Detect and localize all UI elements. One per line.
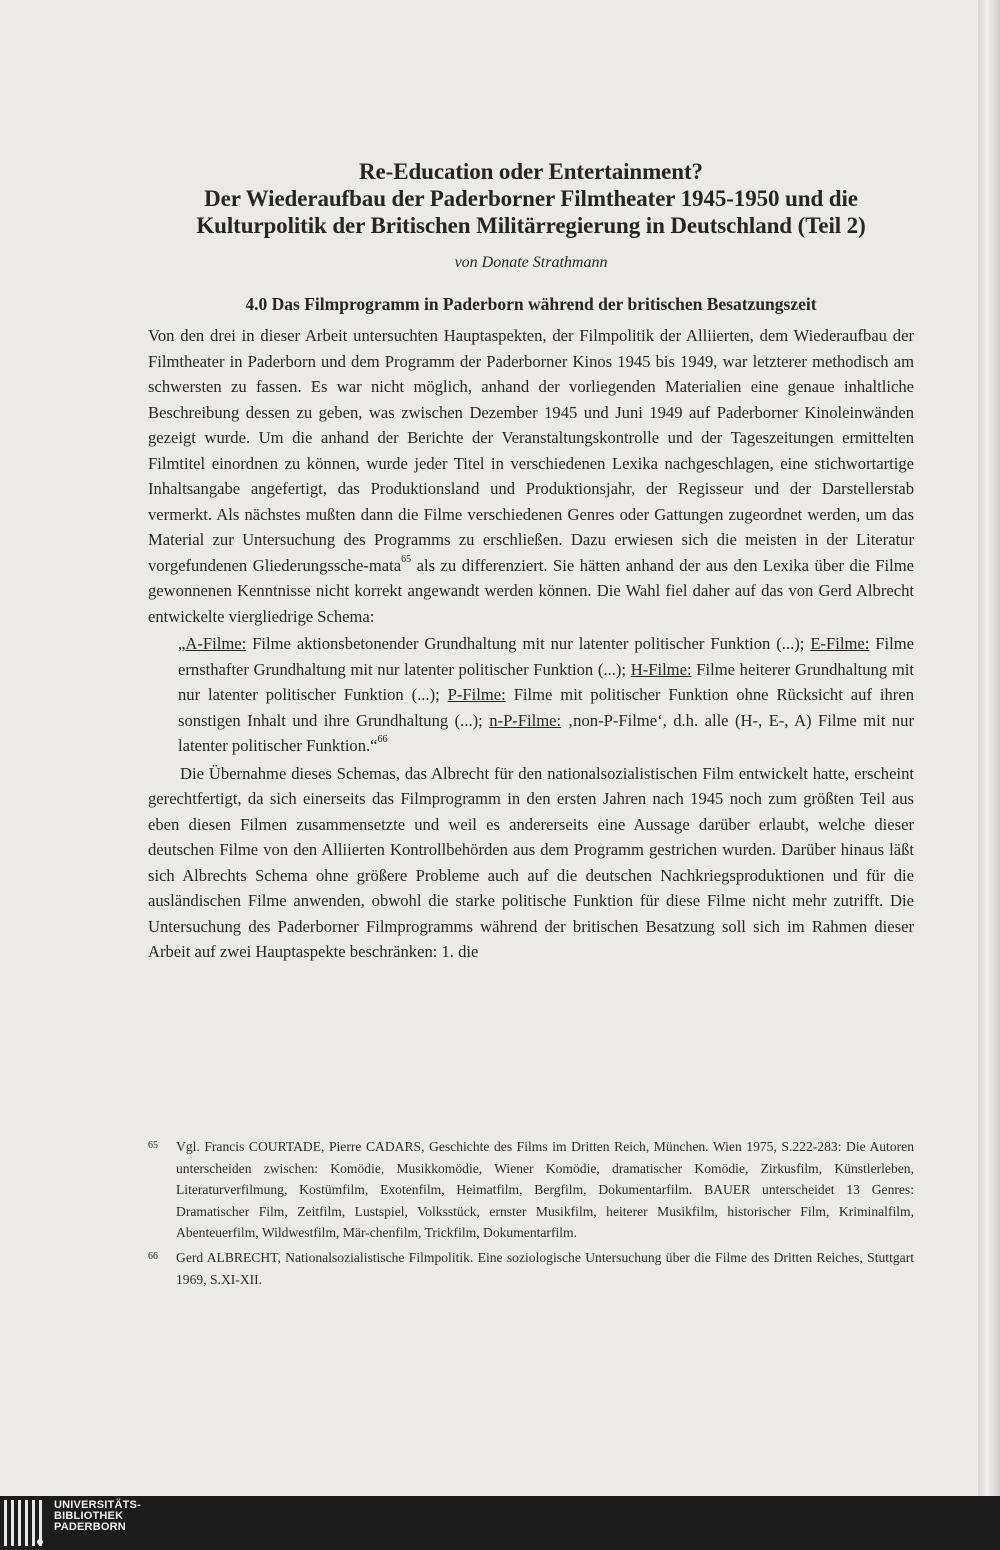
library-logo-icon: [4, 1500, 42, 1546]
footnote-ref-66: 66: [377, 734, 388, 745]
quote-open: „: [178, 634, 186, 653]
quote-a-label: A-Filme:: [185, 634, 247, 653]
paragraph-1-text-b: als zu differenziert. Sie hätten anhand der aus den Lexika über die Filme gewonnenen Kenntnisse nicht korrekt angewandt werden können. Die Wahl fiel daher auf das von Gerd Albrecht entwickelte viergliedrige Schema:: [148, 555, 915, 626]
paragraph-1-text-a: Von den drei in dieser Arbeit untersuchten Hauptaspekten, der Filmpolitik der Alliierten, dem Wiederaufbau der Filmtheater in Paderborn und dem Programm der Paderborner Kinos 1945 bis 1949, war letzterer methodisch am schwersten zu fassen. Es war nicht möglich, anhand der vorliegenden Materialien eine genaue inhaltliche Beschreibung dessen zu geben, was zwischen Dezember 1945 und Juni 1949 auf Paderborner Kinoleinwänden gezeigt wurde. Um die anhand der Berichte der Veranstaltungskontrolle und der Tageszeitungen ermittelten Filmtitel einordnen zu können, wurde jeder Titel in verschiedenen Lexika nachgeschlagen, eine stichwortartige Inhaltsangabe angefertigt, das Produktionsland und Produktionsjahr, der Regisseur und der Darstellerstab vermerkt. Als nächstes mußten dann die Filme verschiedenen Genres oder Gattungen zugeordnet werden, um das Material zur Untersuchung des Programms zu erschließen. Dazu erwiesen sich die meisten in der Literatur vorgefundenen Gliederungssche-mata: [148, 326, 914, 575]
footnote-text: Vgl. Francis COURTADE, Pierre CADARS, Geschichte des Films im Dritten Reich, München. Wien 1975, S.222-283: Die Autoren unterscheiden zwischen: Komödie, Musikkomödie, Wiener Komödie, dramatischer Komödie, Zirkusfilm, Künstlerleben, Literaturverfilmung, Kostümfilm, Exotenfilm, Heimatfilm, Bergfilm, Dokumentarfilm. BAUER unterscheidet 13 Genres: Dramatischer Film, Zeitfilm, Lustspiel, Volksstück, ernster Musikfilm, heiterer Musikfilm, historischer Film, Kriminalfilm, Abenteuerfilm, Wildwestfilm, Mär-chenfilm, Trickfilm, Dokumentarfilm.: [176, 1139, 914, 1241]
quote-h-label: H-Filme:: [630, 659, 692, 679]
footnote-ref-65: 65: [401, 553, 412, 565]
paragraph-2: Die Übernahme dieses Schemas, das Albrecht für den nationalsozialistischen Film entwickelt hatte, erscheint gerechtfertigt, da sich einerseits das Filmprogramm in den ersten Jahren nach 1945 noch zum größten Teil aus eben diesen Filmen zusammensetzte und weil es andererseits eine Aussage darüber erlaubt, welche dieser deutschen Filme von den Alliierten Kontrollbehörden aus dem Programm gestrichen wurden. Darüber hinaus läßt sich Albrechts Schema ohne größere Probleme auch auf die deutschen Nachkriegsproduktionen und für die ausländischen Filme anwenden, obwohl die starke politische Funktion für diese Filme nicht mehr zutrifft. Die Untersuchung des Paderborner Filmprogramms während der britischen Besatzung soll sich im Rahmen dieser Arbeit auf zwei Hauptaspekte beschränken: 1. die: [148, 763, 914, 961]
footnote-number: 65: [148, 1140, 158, 1151]
footnote-text: Gerd ALBRECHT, Nationalsozialistische Filmpolitik. Eine soziologische Untersuchung über die Filme des Dritten Reiches, Stuttgart 1969, S.XI-XII.: [176, 1249, 914, 1287]
footnotes: [148, 1136, 914, 1293]
logo-dot-icon: [37, 1539, 43, 1545]
footnote-number: 66: [148, 1250, 158, 1262]
paragraph-1: [148, 323, 914, 629]
block-quote: [178, 631, 914, 759]
quote-h-text: Filme heiterer Grundhaltung mit nur latenter politischer Funktion (...);: [178, 659, 915, 704]
quote-p-label: P-Filme:: [447, 685, 506, 704]
quote-e-text: Filme ernsthafter Grundhaltung mit nur latenter politischer Funktion (...);: [178, 634, 914, 679]
quote-np-label: n-P-Filme:: [489, 710, 562, 730]
quote-a-text: Filme aktionsbetonender Grundhaltung mit nur latenter politischer Funktion (...);: [246, 634, 811, 653]
body-text: [148, 323, 914, 965]
library-footer: [0, 1496, 1000, 1550]
logo-line-3: PADERBORN: [54, 1521, 126, 1533]
quote-p-text: Filme mit politischer Funktion ohne Rücksicht auf ihren sonstigen Inhalt und ihre Grundhaltung (...);: [178, 685, 914, 730]
library-logo-text: [54, 1500, 141, 1533]
quote-e-label: E-Filme:: [810, 634, 870, 653]
logo-line-2: BIBLIOTHEK: [54, 1510, 124, 1522]
author-byline: von Donate Strathmann: [454, 254, 608, 271]
article-title: [148, 158, 914, 239]
section-heading: 4.0 Das Filmprogramm in Paderborn während der britischen Besatzungszeit: [245, 294, 817, 314]
title-line-3: Kulturpolitik der Britischen Militärregierung in Deutschland (Teil 2): [196, 213, 866, 238]
title-line-2: Der Wiederaufbau der Paderborner Filmtheater 1945-1950 und die: [204, 186, 858, 211]
logo-line-1: UNIVERSITÄTS-: [54, 1499, 141, 1511]
article-body: [148, 158, 914, 965]
page-edge: [978, 0, 1000, 1496]
title-line-1: Re-Education oder Entertainment?: [359, 159, 703, 184]
footnote-66: [148, 1247, 914, 1290]
footnote-65: [148, 1136, 914, 1244]
quote-np-text: ‚non-P-Filme‘, d.h. alle (H-, E-, A) Filme mit nur latenter politischer Funktion.“: [178, 710, 914, 755]
